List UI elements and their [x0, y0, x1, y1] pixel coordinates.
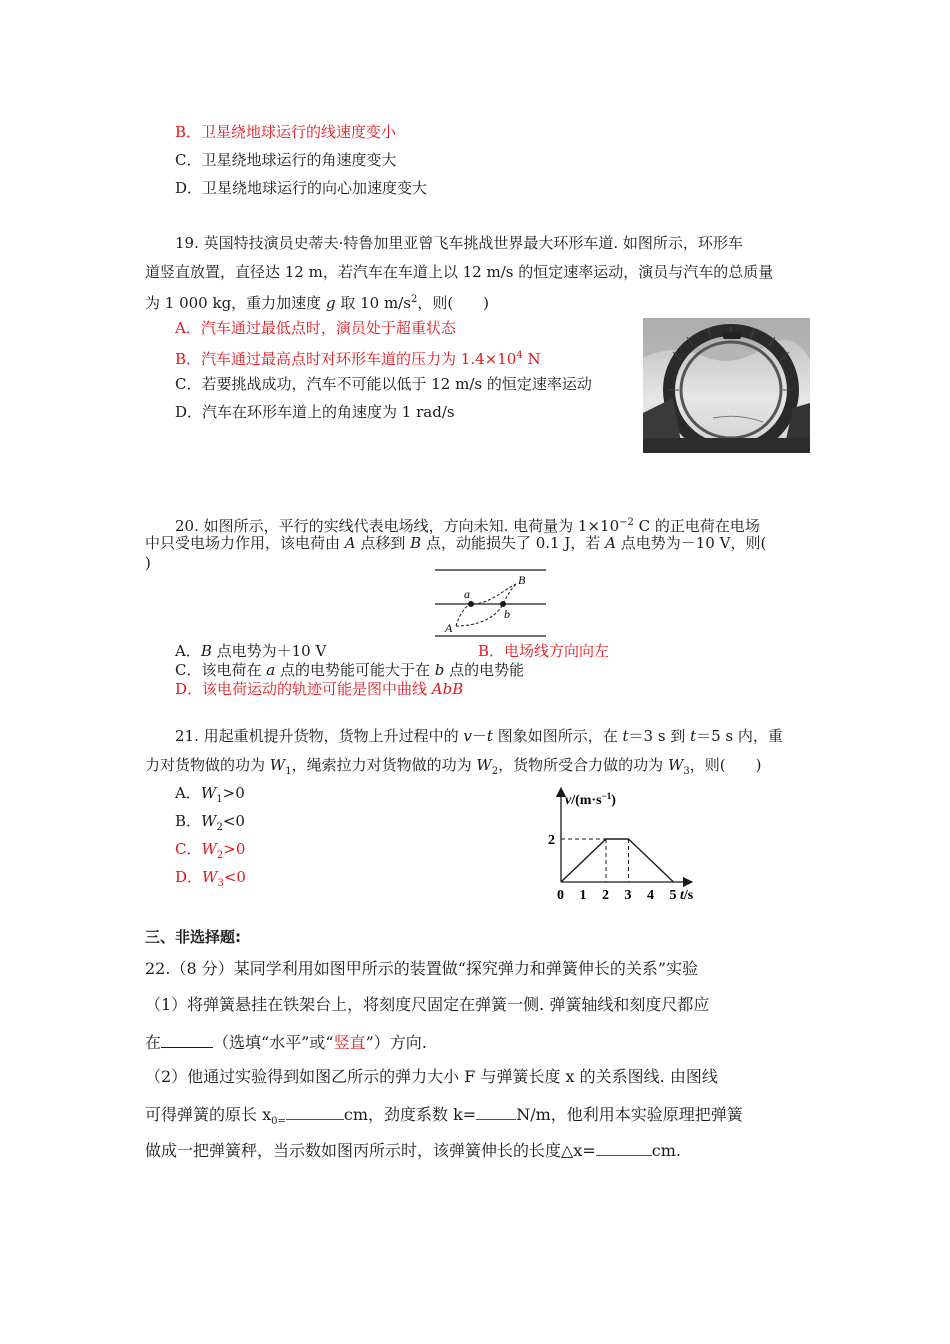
q21-stem-line2: 力对货物做的功为 $W_1$，绳索拉力对货物做的功为 $W_2$，货物所受合力做的功为 $W_3$，则( ) [145, 756, 762, 777]
y-tick-label-2: 2 [548, 833, 555, 848]
q18-option-d: D．卫星绕地球运行的向心加速度变大 [175, 179, 428, 197]
label-b: b [504, 607, 510, 621]
q22-line1: 22.（8 分）某同学利用如图甲所示的装置做“探究弹力和弹簧伸长的关系”实验 [145, 959, 699, 978]
section-heading: 三、非选择题: [145, 928, 241, 946]
q20-stem-line3: ) [145, 554, 151, 572]
label-B: B [518, 573, 526, 587]
q22-line6: 做成一把弹簧秤，当示数如图丙所示时，该弹簧伸长的长度△x= cm. [145, 1141, 681, 1160]
answer-blank-dx[interactable] [596, 1139, 652, 1156]
q19-stem-line2: 道竖直放置，直径达 12 m，若汽车在车道上以 12 m/s 的恒定速率运动，演员与汽车的总质量 [145, 263, 774, 281]
q21-option-a: A．$W_1>0$ [175, 784, 245, 805]
q20-stem-line2: 中只受电场力作用，该电荷由 A 点移到 B 点，动能损失了 0.1 J，若 A 点电势为－10 V，则( [145, 534, 767, 552]
answer-blank-direction[interactable] [161, 1031, 213, 1048]
q19-stem-line1: 19. 英国特技演员史蒂夫·特鲁加里亚曾飞车挑战世界最大环形车道. 如图所示，环形车 [175, 234, 743, 252]
answer-blank-x0[interactable] [286, 1103, 344, 1120]
q22-line4: （2）他通过实验得到如图乙所示的弹力大小 F 与弹簧长度 x 的关系图线. 由图线 [145, 1067, 718, 1086]
electric-field-figure [430, 564, 550, 640]
x-tick-label-1: 1 [579, 888, 587, 903]
q22-line5: 可得弹簧的原长 $x_{0=}$ cm，劲度系数 k= N/m，他利用本实验原理把弹簧 [145, 1105, 743, 1128]
q19-option-d: D．汽车在环形车道上的角速度为 1 rad/s [175, 403, 455, 421]
q20-option-c: C．该电荷在 a 点的电势能可能大于在 b 点的电势能 [175, 661, 525, 679]
q21-option-b: B．$W_2<0$ [175, 812, 245, 833]
x-tick-label-4: 4 [647, 888, 654, 903]
label-a: a [464, 587, 470, 601]
q21-option-d: D．$W_3<0$ [175, 868, 246, 889]
x-axis-label: t/s [680, 888, 694, 903]
x-tick-label-3: 3 [624, 888, 632, 903]
q22-line2: （1）将弹簧悬挂在铁架台上，将刻度尺固定在弹簧一侧. 弹簧轴线和刻度尺都应 [145, 995, 710, 1014]
photo-ground [643, 438, 810, 453]
y-axis-label: $v/(m\cdot s^{-1})$ [565, 791, 616, 808]
point-a-dot [468, 601, 474, 607]
vt-chart [540, 786, 720, 906]
label-A: A [445, 621, 453, 635]
q20-option-d: D．该电荷运动的轨迹可能是图中曲线 AbB [175, 680, 464, 698]
loop-car [723, 332, 741, 339]
x-tick-label-5: 5 [669, 888, 677, 903]
q20-stem-line1: 20. 如图所示，平行的实线代表电场线，方向未知. 电荷量为 $1\times 10^{-2}$ C 的正电荷在电场 [175, 517, 760, 535]
x-tick-label-0: 0 [557, 888, 564, 903]
q21-option-c: C．$W_2>0$ [175, 840, 246, 861]
q18-option-b: B．卫星绕地球运行的线速度变小 [175, 123, 397, 141]
q19-option-a: A．汽车通过最低点时，演员处于超重状态 [175, 319, 456, 337]
q19-option-b: B．汽车通过最高点时对环形车道的压力为 $1.4\times 10^4$ N [175, 350, 541, 368]
answer-blank-k[interactable] [476, 1103, 516, 1120]
q19-stem-line3: 为 1 000 kg，重力加速度 g 取 10 $m/s^2$，则( ) [145, 294, 490, 312]
q18-option-c: C．卫星绕地球运行的角速度变大 [175, 151, 397, 169]
loop-track-photo [643, 318, 810, 453]
q20-option-a: A．B 点电势为＋10 V [175, 642, 327, 660]
q22-line3: 在 （选填“水平”或“竖直”）方向. [145, 1033, 427, 1052]
series-line-velocity [561, 839, 674, 882]
q21-stem-line1: 21. 用起重机提升货物，货物上升过程中的 v－t 图象如图所示，在 t＝3 s 到 t＝5 s 内，重 [175, 727, 783, 745]
x-tick-label-2: 2 [602, 888, 609, 903]
q20-option-b: B．电场线方向向左 [478, 642, 610, 660]
q19-option-c: C．若要挑战成功，汽车不可能以低于 12 m/s 的恒定速率运动 [175, 375, 592, 393]
